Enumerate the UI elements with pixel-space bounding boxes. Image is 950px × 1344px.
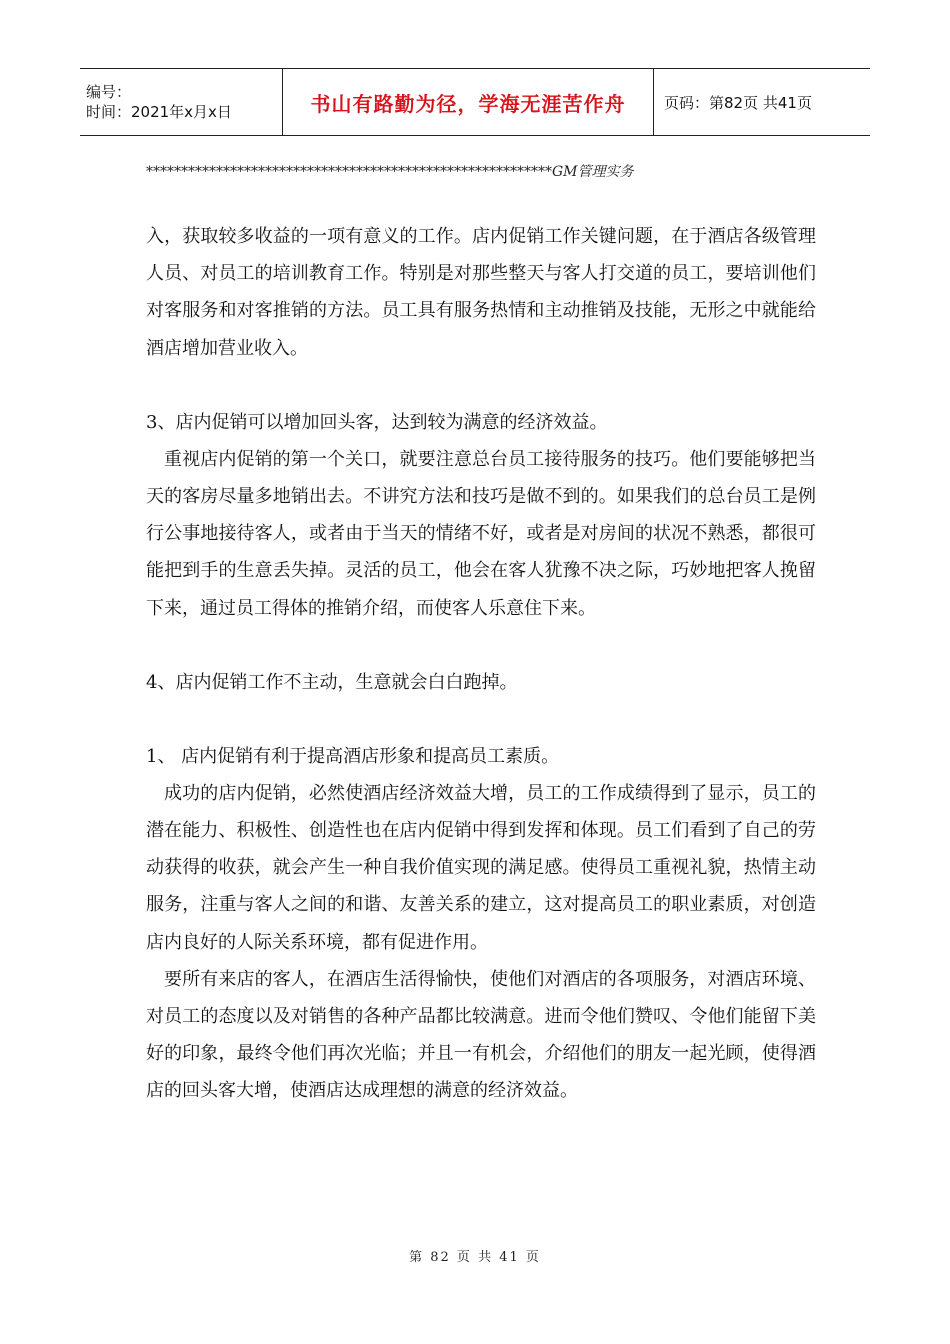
page-header — [80, 68, 870, 136]
separator-line — [146, 160, 806, 184]
paragraph-4: 要所有来店的客人，在酒店生活得愉快，使他们对酒店的各项服务，对酒店环境、对员工的态度以及对销售的各种产品都比较满意。进而令他们赞叹、令他们能留下美好的印象，最终令他们再次光临；并且一有机会，介绍他们的朋友一起光顾，使得酒店的回头客大增，使酒店达成理想的满意的经济效益。 — [146, 968, 816, 1102]
section-heading-3: 3、店内促销可以增加回头客，达到较为满意的经济效益。 — [146, 411, 608, 433]
header-page-info-cell — [654, 69, 870, 135]
paragraph-2: 重视店内促销的第一个关口，就要注意总台员工接待服务的技巧。他们要能够把当天的客房尽量多地销出去。不讲究方法和技巧是做不到的。如果我们的总台员工是例行公事地接待客人，或者由于当天的情绪不好，或者是对房间的状况不熟悉，都很可能把到手的生意丢失掉。灵活的员工，他会在客人犹豫不决之际，巧妙地把客人挽留下来，通过员工得体的推销介绍，而使客人乐意住下来。 — [146, 448, 816, 619]
page-footer: 第 82 页 共 41 页 — [409, 1250, 541, 1265]
document-body — [146, 218, 816, 1110]
paragraph-1: 入，获取较多收益的一项有意义的工作。店内促销工作关键问题，在于酒店各级管理人员、对员工的培训教育工作。特别是对那些整天与客人打交道的员工，要培训他们对客服务和对客推销的方法。员工具有服务热情和主动推销及技能，无形之中就能给酒店增加营业收入。 — [146, 226, 816, 359]
separator-label: GM管理实务 — [552, 164, 634, 180]
separator-stars: ********************************************************** — [146, 164, 552, 180]
section-heading-1: 1、 店内促销有利于提高酒店形象和提高员工素质。 — [146, 745, 560, 767]
document-time: 时间：2021年x月x日 — [86, 103, 232, 121]
header-motto: 书山有路勤为径，学海无涯苦作舟 — [310, 91, 626, 116]
section-heading-4: 4、店内促销工作不主动，生意就会白白跑掉。 — [146, 671, 518, 693]
paragraph-3: 成功的店内促销，必然使酒店经济效益大增，员工的工作成绩得到了显示，员工的潜在能力、积极性、创造性也在店内促销中得到发挥和体现。员工们看到了自己的劳动获得的收获，就会产生一种自我价值实现的满足感。使得员工重视礼貌，热情主动服务，注重与客人之间的和谐、友善关系的建立，这对提高员工的职业素质，对创造店内良好的人际关系环境，都有促进作用。 — [146, 782, 816, 953]
document-number-label: 编号： — [86, 83, 132, 101]
header-meta — [80, 69, 282, 135]
header-motto-cell — [282, 69, 654, 135]
header-page-info: 页码：第82页 共41页 — [664, 93, 812, 112]
